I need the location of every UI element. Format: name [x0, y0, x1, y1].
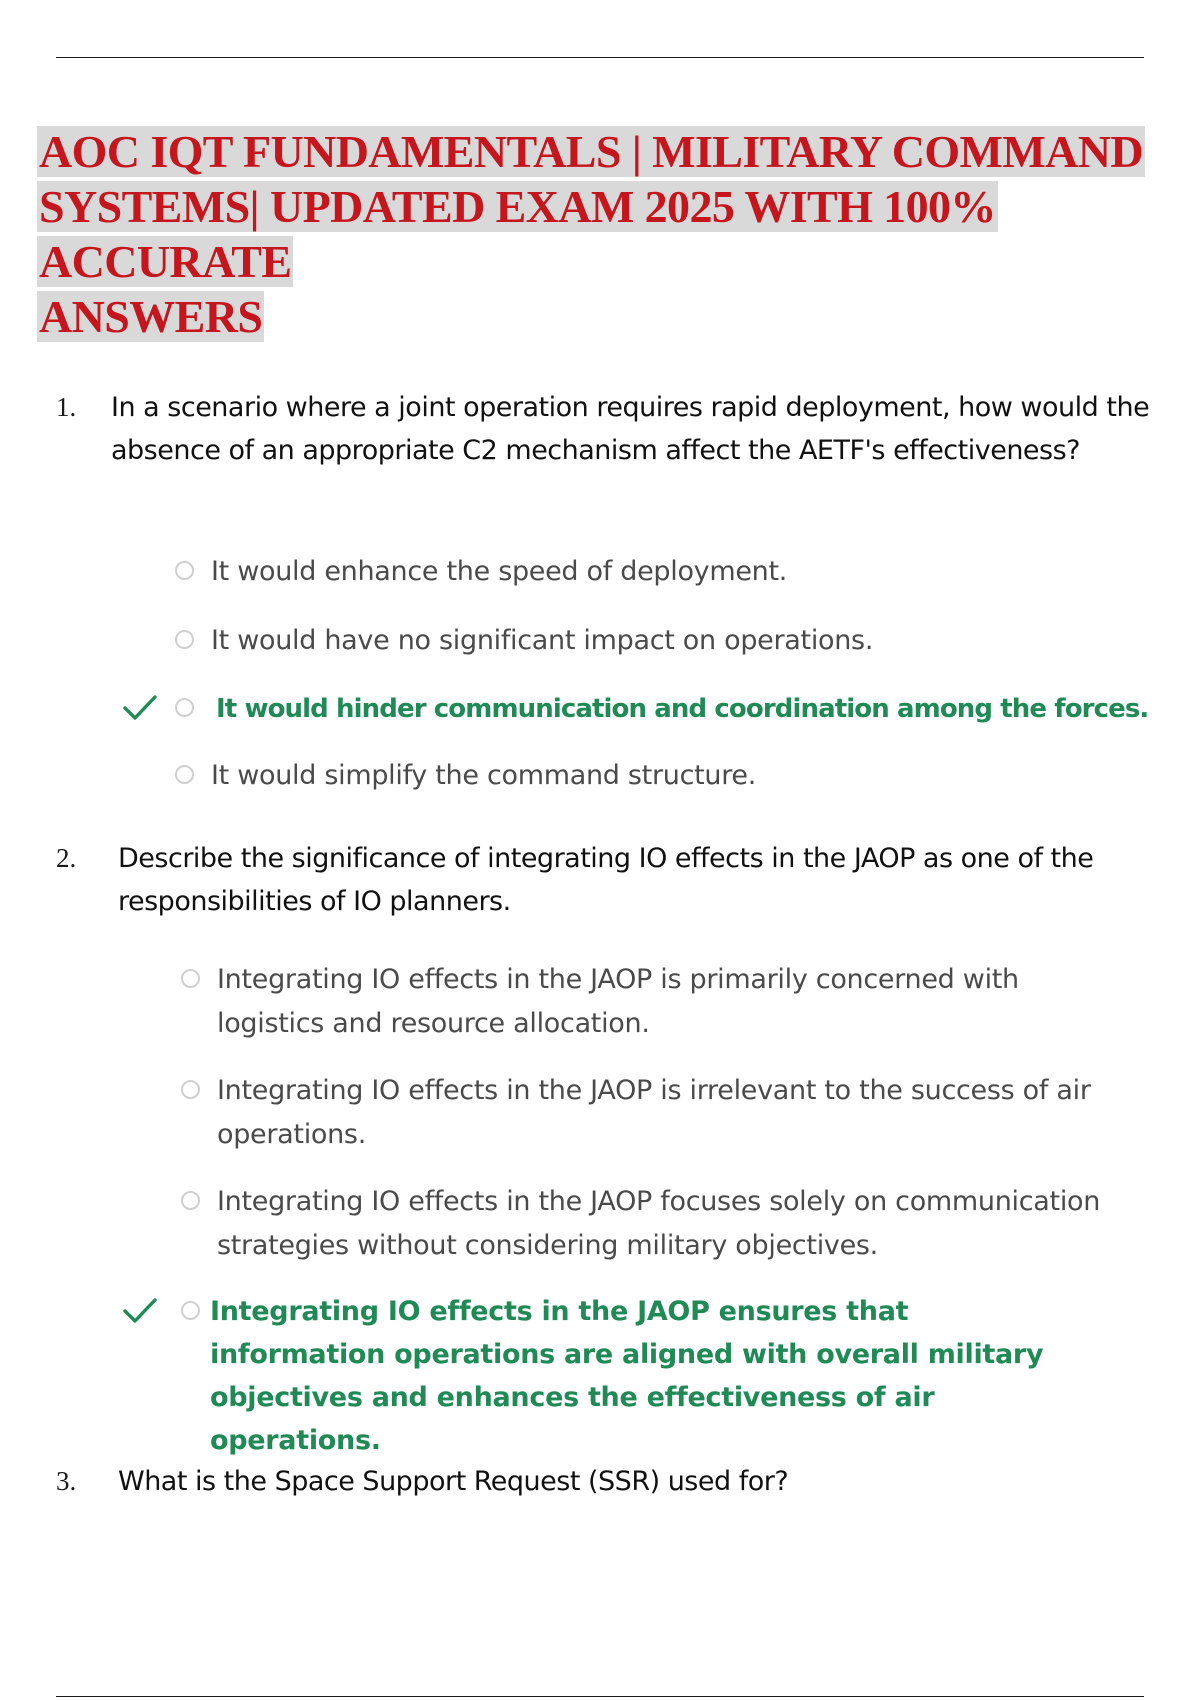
option-text: It would hinder communication and coordination among the forces. [216, 694, 1149, 724]
question-number: 1. [56, 392, 77, 422]
option-text: It would have no significant impact on operations. [211, 625, 874, 656]
answer-option[interactable] [211, 550, 1171, 594]
bottom-rule [56, 1696, 1144, 1697]
document-title [37, 124, 1167, 344]
option-text: Integrating IO effects in the JAOP ensures that information operations are aligned with overall military objectives and enhances the effectiveness of air operations. [210, 1296, 1044, 1456]
title-line-3: ANSWERS [39, 291, 263, 342]
option-text: Integrating IO effects in the JAOP is primarily concerned with logistics and resource allocation. [217, 964, 1019, 1039]
radio-circle-icon[interactable] [175, 561, 194, 580]
answer-option[interactable] [211, 754, 1171, 798]
radio-circle-icon[interactable] [175, 630, 194, 649]
title-line-2: SYSTEMS| UPDATED EXAM 2025 WITH 100% ACCURATE [39, 181, 996, 287]
radio-circle-icon[interactable] [181, 1080, 200, 1099]
question-text: Describe the significance of integrating IO effects in the JAOP as one of the responsibilities of IO planners. [118, 843, 1094, 917]
answer-option[interactable] [217, 1069, 1152, 1157]
title-line-1: AOC IQT FUNDAMENTALS | MILITARY COMMAND [39, 126, 1144, 177]
option-text: Integrating IO effects in the JAOP is irrelevant to the success of air operations. [217, 1075, 1091, 1150]
radio-circle-icon[interactable] [181, 1301, 200, 1320]
radio-circle-icon[interactable] [175, 765, 194, 784]
radio-circle-icon[interactable] [181, 969, 200, 988]
radio-circle-icon[interactable] [175, 698, 194, 717]
question-number: 2. [56, 843, 77, 873]
answer-option[interactable] [211, 619, 1171, 663]
option-text: Integrating IO effects in the JAOP focuses solely on communication strategies without considering military objectives. [217, 1186, 1101, 1261]
answer-option[interactable] [217, 1180, 1177, 1268]
question-text: What is the Space Support Request (SSR) used for? [118, 1466, 789, 1497]
check-icon [120, 689, 160, 725]
check-icon [120, 1292, 160, 1328]
question-text: In a scenario where a joint operation requires rapid deployment, how would the absence of an appropriate C2 mechanism affect the AETF's effectiveness? [111, 392, 1150, 466]
answer-option-correct[interactable] [216, 687, 1190, 731]
question-number: 3. [56, 1466, 77, 1496]
option-text: It would enhance the speed of deployment. [211, 556, 788, 587]
top-rule [56, 57, 1144, 58]
option-text: It would simplify the command structure. [211, 760, 757, 791]
answer-option-correct[interactable] [210, 1290, 1080, 1462]
radio-circle-icon[interactable] [181, 1191, 200, 1210]
answer-option[interactable] [217, 958, 1117, 1046]
